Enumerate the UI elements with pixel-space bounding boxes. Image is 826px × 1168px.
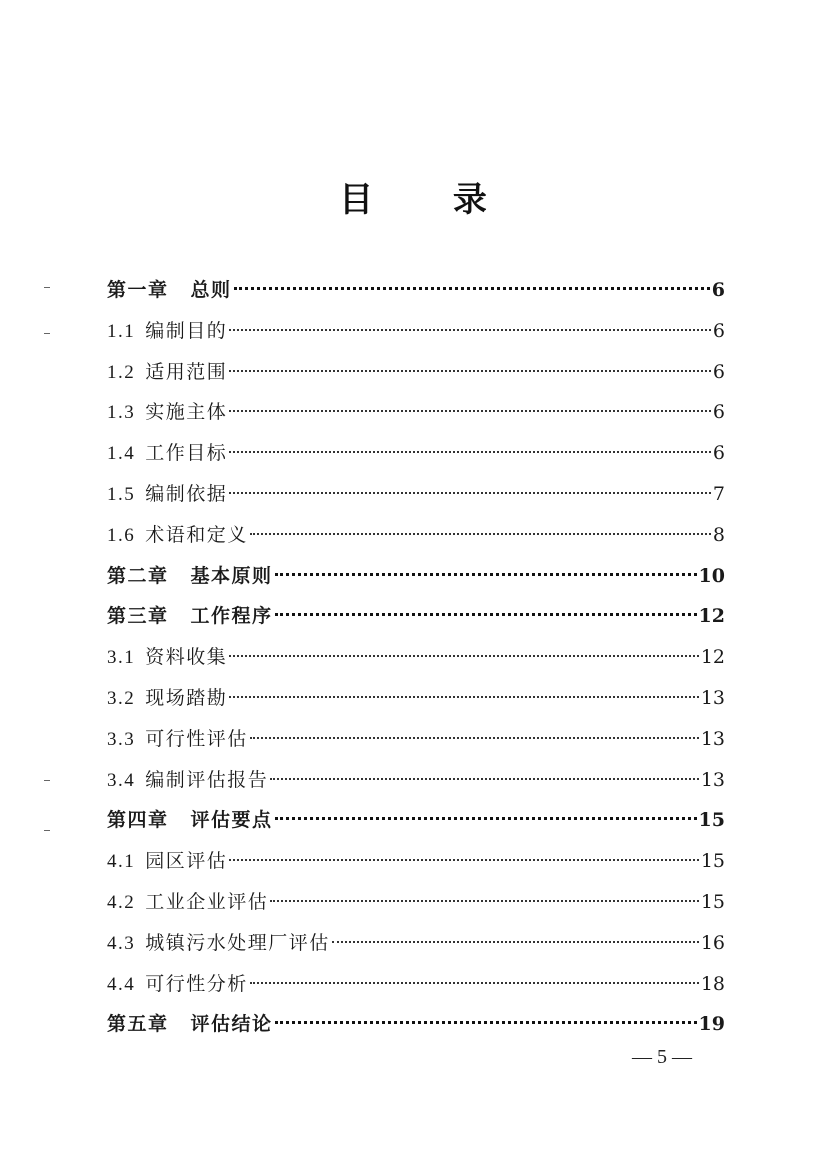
toc-entry-number: 1.6 bbox=[107, 524, 136, 546]
dot-leader bbox=[229, 696, 699, 698]
dot-leader bbox=[275, 613, 697, 616]
toc-entry-number: 3.1 bbox=[107, 647, 136, 669]
scan-margin-mark bbox=[44, 780, 50, 781]
toc-entry-title: 总则 bbox=[190, 279, 232, 301]
toc-entry-number: 1.3 bbox=[107, 402, 136, 424]
toc-entry-number: 第四章 bbox=[107, 810, 169, 832]
toc-entry-number: 1.5 bbox=[107, 483, 136, 505]
toc-entry[interactable] bbox=[107, 923, 725, 964]
dot-leader bbox=[250, 982, 699, 984]
toc-entry-number: 第一章 bbox=[107, 280, 169, 301]
toc-entry-label bbox=[107, 392, 227, 434]
toc-entry-label bbox=[107, 760, 268, 802]
toc-entry-number: 4.3 bbox=[107, 932, 136, 954]
toc-entry-page: 8 bbox=[712, 523, 725, 546]
toc-entry[interactable] bbox=[107, 678, 725, 719]
toc-entry-title: 术语和定义 bbox=[145, 523, 248, 546]
toc-entry-page: 10 bbox=[698, 564, 725, 587]
toc-entry-number: 4.1 bbox=[107, 851, 136, 873]
toc-entry-number: 4.4 bbox=[107, 973, 136, 995]
toc-entry-label bbox=[107, 433, 227, 475]
toc-entry-number: 1.2 bbox=[107, 361, 136, 383]
toc-entry[interactable] bbox=[107, 637, 725, 678]
toc-entry-page: 13 bbox=[700, 727, 725, 750]
toc-entry-label bbox=[107, 882, 268, 924]
toc-entry[interactable] bbox=[107, 556, 725, 597]
toc-entry-title: 可行性分析 bbox=[145, 972, 248, 995]
toc-entry-page: 13 bbox=[700, 768, 725, 791]
toc-entry-page: 6 bbox=[712, 442, 725, 465]
toc-entry-title: 工作程序 bbox=[190, 605, 273, 628]
toc-entry-title: 编制依据 bbox=[145, 482, 228, 505]
toc-entry-label bbox=[107, 800, 273, 842]
toc-entry[interactable] bbox=[107, 1004, 725, 1045]
toc-entry-number: 3.3 bbox=[107, 728, 136, 750]
toc-entry-number: 第二章 bbox=[107, 565, 169, 587]
dot-leader bbox=[229, 492, 711, 494]
toc-entry-number: 3.2 bbox=[107, 687, 136, 709]
toc-entry-title: 评估要点 bbox=[190, 809, 273, 832]
toc-entry-title: 可行性评估 bbox=[145, 727, 248, 750]
toc-entry-number: 1.1 bbox=[107, 320, 136, 342]
toc-entry-label bbox=[107, 596, 273, 638]
toc-entry-label bbox=[107, 637, 227, 679]
toc-entry-page: 15 bbox=[700, 850, 725, 873]
dot-leader bbox=[229, 859, 699, 861]
toc-entry-title: 适用范围 bbox=[145, 360, 228, 383]
toc-entry-title: 工业企业评估 bbox=[145, 890, 269, 913]
dot-leader bbox=[270, 900, 699, 902]
dot-leader bbox=[275, 573, 697, 576]
table-of-contents bbox=[107, 270, 725, 1045]
toc-entry-label bbox=[107, 270, 232, 312]
toc-entry-page: 6 bbox=[712, 401, 725, 424]
toc-entry-title: 基本原则 bbox=[190, 564, 273, 587]
toc-entry-page: 7 bbox=[712, 482, 725, 505]
toc-entry-page: 6 bbox=[712, 319, 725, 342]
dot-leader bbox=[229, 370, 711, 372]
toc-entry-page: 15 bbox=[698, 809, 725, 832]
toc-entry[interactable] bbox=[107, 515, 725, 556]
toc-entry-label bbox=[107, 841, 227, 883]
toc-entry-title: 园区评估 bbox=[145, 850, 228, 873]
toc-entry-label bbox=[107, 1004, 273, 1046]
toc-entry-page: 12 bbox=[698, 605, 725, 628]
toc-entry-page: 6 bbox=[712, 360, 725, 383]
toc-entry[interactable] bbox=[107, 433, 725, 474]
toc-entry-title: 评估结论 bbox=[190, 1013, 273, 1036]
toc-entry-label bbox=[107, 474, 227, 516]
toc-entry-label bbox=[107, 311, 227, 353]
toc-entry-label bbox=[107, 515, 248, 557]
toc-entry-number: 3.4 bbox=[107, 769, 136, 791]
toc-entry-title: 工作目标 bbox=[145, 442, 228, 465]
toc-entry-page: 16 bbox=[700, 931, 725, 954]
toc-entry[interactable] bbox=[107, 352, 725, 393]
toc-entry-number: 4.2 bbox=[107, 891, 136, 913]
toc-entry[interactable] bbox=[107, 964, 725, 1005]
toc-entry-page: 6 bbox=[711, 279, 725, 301]
dot-leader bbox=[234, 287, 710, 290]
toc-entry-page: 18 bbox=[700, 972, 725, 995]
dot-leader bbox=[270, 778, 699, 780]
toc-entry-page: 12 bbox=[700, 646, 725, 669]
toc-entry-page: 15 bbox=[700, 890, 725, 913]
page-title: 目 录 bbox=[339, 180, 521, 220]
dot-leader bbox=[250, 533, 711, 535]
toc-entry-label bbox=[107, 352, 227, 394]
toc-entry-title: 编制目的 bbox=[145, 319, 228, 342]
toc-entry-label bbox=[107, 678, 227, 720]
dot-leader bbox=[250, 737, 699, 739]
toc-entry[interactable] bbox=[107, 760, 725, 801]
toc-entry-title: 资料收集 bbox=[145, 646, 228, 669]
toc-entry-label bbox=[107, 964, 248, 1006]
toc-entry-label bbox=[107, 556, 273, 598]
toc-entry[interactable] bbox=[107, 392, 725, 433]
toc-entry-page: 19 bbox=[698, 1013, 725, 1036]
dot-leader bbox=[332, 941, 699, 943]
toc-entry-label bbox=[107, 923, 330, 965]
toc-entry-page: 13 bbox=[700, 686, 725, 709]
toc-entry[interactable] bbox=[107, 841, 725, 882]
dot-leader bbox=[229, 451, 711, 453]
toc-entry[interactable] bbox=[107, 474, 725, 515]
scan-margin-mark bbox=[44, 287, 50, 288]
dot-leader bbox=[229, 329, 711, 331]
toc-entry[interactable] bbox=[107, 311, 725, 352]
toc-entry-number: 1.4 bbox=[107, 443, 136, 465]
toc-entry[interactable] bbox=[107, 800, 725, 841]
toc-entry-label bbox=[107, 719, 248, 761]
dot-leader bbox=[229, 410, 711, 412]
scan-margin-mark bbox=[44, 830, 50, 831]
toc-entry-title: 编制评估报告 bbox=[145, 768, 269, 791]
page-number: — 5 — bbox=[632, 1046, 692, 1068]
scan-margin-mark bbox=[44, 333, 50, 334]
toc-entry-number: 第三章 bbox=[107, 606, 169, 628]
toc-entry[interactable] bbox=[107, 719, 725, 760]
toc-entry-number: 第五章 bbox=[107, 1014, 169, 1036]
toc-entry[interactable] bbox=[107, 882, 725, 923]
dot-leader bbox=[275, 817, 697, 820]
toc-entry-title: 实施主体 bbox=[145, 401, 228, 424]
dot-leader bbox=[275, 1021, 697, 1024]
dot-leader bbox=[229, 655, 699, 657]
toc-entry-title: 现场踏勘 bbox=[145, 686, 228, 709]
toc-entry[interactable] bbox=[107, 596, 725, 637]
toc-entry-title: 城镇污水处理厂评估 bbox=[145, 931, 330, 954]
toc-entry[interactable] bbox=[107, 270, 725, 311]
